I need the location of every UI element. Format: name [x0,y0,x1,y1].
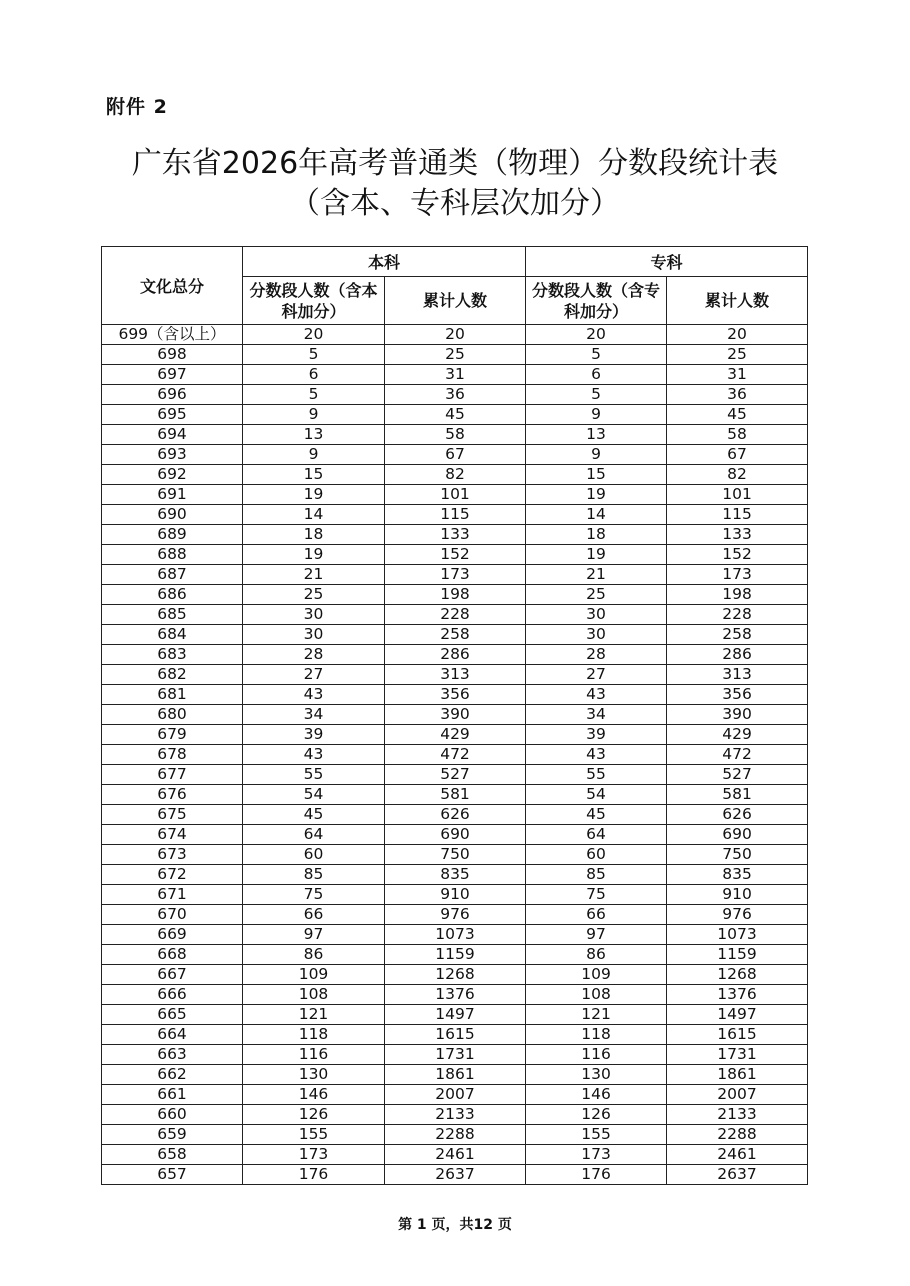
undergrad-segment-cell: 18 [243,525,385,545]
score-cell: 657 [102,1165,243,1185]
undergrad-cumulative-cell: 356 [385,685,526,705]
college-segment-cell: 5 [526,345,667,365]
college-segment-cell: 34 [526,705,667,725]
undergrad-cumulative-cell: 115 [385,505,526,525]
undergrad-cumulative-cell: 31 [385,365,526,385]
table-row [102,565,808,585]
score-cell: 662 [102,1065,243,1085]
score-cell: 675 [102,805,243,825]
college-cumulative-cell: 910 [667,885,808,905]
college-segment-cell: 14 [526,505,667,525]
college-cumulative-cell: 45 [667,405,808,425]
undergrad-segment-cell: 19 [243,545,385,565]
undergrad-cumulative-cell: 173 [385,565,526,585]
table-row [102,525,808,545]
undergrad-segment-cell: 176 [243,1165,385,1185]
college-cumulative-cell: 1861 [667,1065,808,1085]
score-cell: 677 [102,765,243,785]
undergrad-cumulative-cell: 20 [385,325,526,345]
college-segment-header: 分数段人数（含专科加分） [526,277,667,325]
undergrad-segment-cell: 19 [243,485,385,505]
undergrad-segment-cell: 173 [243,1145,385,1165]
college-segment-cell: 130 [526,1065,667,1085]
undergrad-cumulative-cell: 25 [385,345,526,365]
undergrad-segment-cell: 54 [243,785,385,805]
undergrad-segment-cell: 60 [243,845,385,865]
score-cell: 665 [102,1005,243,1025]
score-cell: 682 [102,665,243,685]
undergrad-segment-cell: 109 [243,965,385,985]
undergrad-cumulative-cell: 2461 [385,1145,526,1165]
college-segment-cell: 9 [526,405,667,425]
table-row [102,405,808,425]
undergrad-cumulative-cell: 1073 [385,925,526,945]
college-cumulative-cell: 2637 [667,1165,808,1185]
undergrad-cumulative-cell: 313 [385,665,526,685]
college-segment-cell: 121 [526,1005,667,1025]
undergrad-cumulative-cell: 626 [385,805,526,825]
college-cumulative-cell: 1268 [667,965,808,985]
undergrad-segment-cell: 20 [243,325,385,345]
table-row [102,325,808,345]
college-segment-cell: 54 [526,785,667,805]
college-segment-cell: 15 [526,465,667,485]
undergrad-segment-cell: 75 [243,885,385,905]
undergrad-segment-cell: 97 [243,925,385,945]
table-row [102,545,808,565]
undergrad-segment-cell: 66 [243,905,385,925]
undergrad-cumulative-cell: 67 [385,445,526,465]
college-segment-cell: 25 [526,585,667,605]
table-row [102,345,808,365]
college-segment-cell: 43 [526,685,667,705]
score-cell: 683 [102,645,243,665]
undergrad-cumulative-cell: 2637 [385,1165,526,1185]
college-cumulative-cell: 67 [667,445,808,465]
undergrad-cumulative-cell: 1861 [385,1065,526,1085]
college-segment-cell: 66 [526,905,667,925]
undergrad-segment-cell: 118 [243,1025,385,1045]
undergrad-segment-cell: 146 [243,1085,385,1105]
score-cell: 696 [102,385,243,405]
score-cell: 659 [102,1125,243,1145]
college-cumulative-header: 累计人数 [667,277,808,325]
college-segment-cell: 155 [526,1125,667,1145]
table-row [102,845,808,865]
table-row [102,425,808,445]
college-cumulative-cell: 2133 [667,1105,808,1125]
undergrad-segment-cell: 30 [243,605,385,625]
college-cumulative-cell: 976 [667,905,808,925]
college-cumulative-cell: 2461 [667,1145,808,1165]
undergrad-segment-cell: 21 [243,565,385,585]
college-cumulative-cell: 25 [667,345,808,365]
college-cumulative-cell: 690 [667,825,808,845]
undergrad-segment-cell: 116 [243,1045,385,1065]
score-distribution-table [101,246,808,1185]
undergrad-cumulative-cell: 152 [385,545,526,565]
score-cell: 681 [102,685,243,705]
college-cumulative-cell: 286 [667,645,808,665]
undergrad-segment-cell: 155 [243,1125,385,1145]
score-cell: 667 [102,965,243,985]
college-segment-cell: 64 [526,825,667,845]
undergrad-cumulative-cell: 2133 [385,1105,526,1125]
table-row [102,925,808,945]
table-row [102,365,808,385]
undergrad-segment-cell: 39 [243,725,385,745]
college-segment-cell: 126 [526,1105,667,1125]
score-column-header: 文化总分 [102,247,243,325]
table-row [102,665,808,685]
undergrad-cumulative-cell: 2007 [385,1085,526,1105]
college-segment-cell: 97 [526,925,667,945]
college-cumulative-cell: 2007 [667,1085,808,1105]
score-cell: 670 [102,905,243,925]
score-cell: 679 [102,725,243,745]
college-segment-cell: 13 [526,425,667,445]
college-cumulative-cell: 31 [667,365,808,385]
score-cell: 691 [102,485,243,505]
college-segment-cell: 20 [526,325,667,345]
table-row [102,1125,808,1145]
score-cell: 678 [102,745,243,765]
table-row [102,505,808,525]
document-title: 广东省2026年高考普通类（物理）分数段统计表 [131,146,779,181]
table-row [102,625,808,645]
score-cell: 673 [102,845,243,865]
college-segment-cell: 86 [526,945,667,965]
undergrad-cumulative-cell: 581 [385,785,526,805]
college-segment-cell: 60 [526,845,667,865]
undergrad-segment-cell: 13 [243,425,385,445]
college-cumulative-cell: 258 [667,625,808,645]
undergrad-segment-header: 分数段人数（含本科加分） [243,277,385,325]
score-cell: 663 [102,1045,243,1065]
table-row [102,765,808,785]
table-row [102,825,808,845]
undergrad-segment-cell: 9 [243,405,385,425]
table-row [102,685,808,705]
college-segment-cell: 30 [526,605,667,625]
undergrad-cumulative-cell: 45 [385,405,526,425]
undergrad-segment-cell: 14 [243,505,385,525]
undergrad-segment-cell: 108 [243,985,385,1005]
score-cell: 658 [102,1145,243,1165]
undergrad-cumulative-cell: 527 [385,765,526,785]
undergrad-cumulative-cell: 1159 [385,945,526,965]
table-row [102,385,808,405]
college-segment-cell: 55 [526,765,667,785]
college-cumulative-cell: 429 [667,725,808,745]
table-row [102,785,808,805]
score-cell: 699（含以上） [102,325,243,345]
score-cell: 661 [102,1085,243,1105]
table-row [102,1005,808,1025]
undergrad-segment-cell: 6 [243,365,385,385]
undergrad-cumulative-cell: 198 [385,585,526,605]
score-cell: 668 [102,945,243,965]
table-row [102,865,808,885]
table-row [102,605,808,625]
college-segment-cell: 27 [526,665,667,685]
college-cumulative-cell: 173 [667,565,808,585]
undergrad-segment-cell: 64 [243,825,385,845]
table-row [102,805,808,825]
undergrad-cumulative-cell: 1615 [385,1025,526,1045]
score-cell: 685 [102,605,243,625]
table-body [102,325,808,1185]
score-cell: 689 [102,525,243,545]
college-segment-cell: 75 [526,885,667,905]
college-cumulative-cell: 835 [667,865,808,885]
college-cumulative-cell: 101 [667,485,808,505]
table-row [102,445,808,465]
college-cumulative-cell: 1731 [667,1045,808,1065]
college-segment-cell: 173 [526,1145,667,1165]
score-cell: 688 [102,545,243,565]
undergrad-cumulative-cell: 82 [385,465,526,485]
undergrad-segment-cell: 121 [243,1005,385,1025]
score-cell: 672 [102,865,243,885]
undergrad-group-header: 本科 [243,247,526,277]
undergrad-cumulative-cell: 228 [385,605,526,625]
undergrad-segment-cell: 45 [243,805,385,825]
college-cumulative-cell: 152 [667,545,808,565]
table-row [102,465,808,485]
score-cell: 686 [102,585,243,605]
college-cumulative-cell: 581 [667,785,808,805]
college-cumulative-cell: 750 [667,845,808,865]
college-segment-cell: 28 [526,645,667,665]
score-cell: 695 [102,405,243,425]
college-cumulative-cell: 527 [667,765,808,785]
college-segment-cell: 21 [526,565,667,585]
score-cell: 698 [102,345,243,365]
college-cumulative-cell: 115 [667,505,808,525]
score-cell: 664 [102,1025,243,1045]
undergrad-segment-cell: 30 [243,625,385,645]
undergrad-cumulative-header: 累计人数 [385,277,526,325]
college-segment-cell: 19 [526,485,667,505]
college-cumulative-cell: 228 [667,605,808,625]
table-header-row [102,247,808,277]
college-segment-cell: 5 [526,385,667,405]
college-segment-cell: 39 [526,725,667,745]
college-segment-cell: 30 [526,625,667,645]
undergrad-cumulative-cell: 2288 [385,1125,526,1145]
college-segment-cell: 85 [526,865,667,885]
table-row [102,945,808,965]
undergrad-segment-cell: 15 [243,465,385,485]
table-row [102,1105,808,1125]
undergrad-cumulative-cell: 390 [385,705,526,725]
undergrad-segment-cell: 43 [243,745,385,765]
score-cell: 697 [102,365,243,385]
college-segment-cell: 45 [526,805,667,825]
college-segment-cell: 19 [526,545,667,565]
score-cell: 694 [102,425,243,445]
undergrad-segment-cell: 27 [243,665,385,685]
score-cell: 693 [102,445,243,465]
undergrad-cumulative-cell: 1376 [385,985,526,1005]
college-cumulative-cell: 390 [667,705,808,725]
college-segment-cell: 176 [526,1165,667,1185]
table-row [102,1145,808,1165]
college-segment-cell: 146 [526,1085,667,1105]
score-cell: 660 [102,1105,243,1125]
college-cumulative-cell: 2288 [667,1125,808,1145]
table-row [102,645,808,665]
undergrad-cumulative-cell: 101 [385,485,526,505]
college-cumulative-cell: 313 [667,665,808,685]
college-cumulative-cell: 1073 [667,925,808,945]
college-cumulative-cell: 1159 [667,945,808,965]
undergrad-cumulative-cell: 58 [385,425,526,445]
page-footer: 第 1 页，共12 页 [398,1217,512,1233]
college-cumulative-cell: 20 [667,325,808,345]
undergrad-cumulative-cell: 1268 [385,965,526,985]
document-subtitle: （含本、专科层次加分） [290,186,620,221]
score-cell: 684 [102,625,243,645]
college-cumulative-cell: 1376 [667,985,808,1005]
undergrad-segment-cell: 130 [243,1065,385,1085]
undergrad-segment-cell: 9 [243,445,385,465]
undergrad-cumulative-cell: 690 [385,825,526,845]
college-cumulative-cell: 82 [667,465,808,485]
table-row [102,1165,808,1185]
college-cumulative-cell: 58 [667,425,808,445]
undergrad-segment-cell: 34 [243,705,385,725]
table-row [102,985,808,1005]
score-cell: 690 [102,505,243,525]
score-cell: 669 [102,925,243,945]
undergrad-segment-cell: 126 [243,1105,385,1125]
college-segment-cell: 9 [526,445,667,465]
score-cell: 687 [102,565,243,585]
score-cell: 671 [102,885,243,905]
undergrad-segment-cell: 5 [243,345,385,365]
college-segment-cell: 109 [526,965,667,985]
table-row [102,965,808,985]
attachment-label: 附件 2 [106,96,168,118]
undergrad-cumulative-cell: 976 [385,905,526,925]
undergrad-segment-cell: 5 [243,385,385,405]
undergrad-cumulative-cell: 286 [385,645,526,665]
score-cell: 680 [102,705,243,725]
college-cumulative-cell: 356 [667,685,808,705]
table-row [102,485,808,505]
college-cumulative-cell: 1497 [667,1005,808,1025]
undergrad-cumulative-cell: 910 [385,885,526,905]
table-row [102,725,808,745]
score-cell: 666 [102,985,243,1005]
undergrad-cumulative-cell: 36 [385,385,526,405]
college-cumulative-cell: 1615 [667,1025,808,1045]
undergrad-segment-cell: 86 [243,945,385,965]
undergrad-cumulative-cell: 472 [385,745,526,765]
undergrad-segment-cell: 85 [243,865,385,885]
college-segment-cell: 118 [526,1025,667,1045]
table-row [102,905,808,925]
undergrad-segment-cell: 28 [243,645,385,665]
table-row [102,1085,808,1105]
table-row [102,705,808,725]
college-cumulative-cell: 472 [667,745,808,765]
undergrad-cumulative-cell: 429 [385,725,526,745]
college-cumulative-cell: 36 [667,385,808,405]
table-row [102,1065,808,1085]
undergrad-segment-cell: 25 [243,585,385,605]
table-row [102,885,808,905]
college-cumulative-cell: 133 [667,525,808,545]
college-cumulative-cell: 626 [667,805,808,825]
college-group-header: 专科 [526,247,808,277]
college-segment-cell: 18 [526,525,667,545]
college-segment-cell: 116 [526,1045,667,1065]
college-segment-cell: 6 [526,365,667,385]
score-cell: 674 [102,825,243,845]
table-row [102,585,808,605]
undergrad-cumulative-cell: 750 [385,845,526,865]
score-cell: 692 [102,465,243,485]
undergrad-segment-cell: 55 [243,765,385,785]
table-row [102,1025,808,1045]
table-row [102,1045,808,1065]
undergrad-cumulative-cell: 1497 [385,1005,526,1025]
undergrad-cumulative-cell: 258 [385,625,526,645]
undergrad-segment-cell: 43 [243,685,385,705]
score-cell: 676 [102,785,243,805]
college-segment-cell: 43 [526,745,667,765]
undergrad-cumulative-cell: 835 [385,865,526,885]
college-segment-cell: 108 [526,985,667,1005]
undergrad-cumulative-cell: 133 [385,525,526,545]
undergrad-cumulative-cell: 1731 [385,1045,526,1065]
college-cumulative-cell: 198 [667,585,808,605]
table-row [102,745,808,765]
